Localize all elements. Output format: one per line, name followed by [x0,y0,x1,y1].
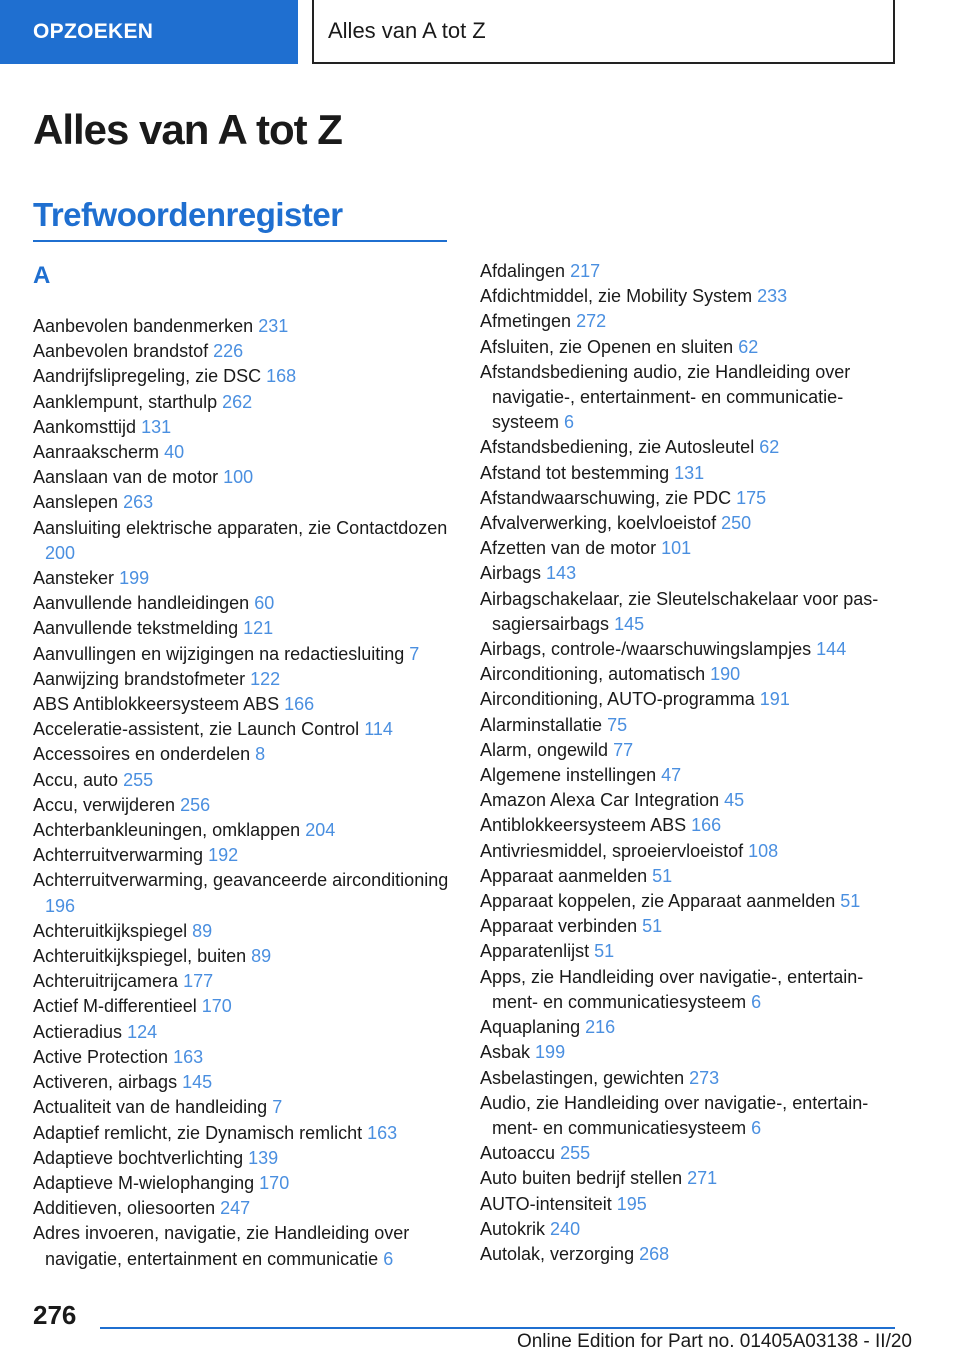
index-entry [33,843,449,868]
index-term: Achterruitverwarming, geavanceerde airconditioning [33,870,449,891]
index-entry [33,465,449,490]
index-entry [33,944,449,969]
index-entry [480,335,898,360]
index-entry [33,768,449,793]
footer-edition: Online Edition for Part no. 01405A03138 - II/20 [516,1331,912,1352]
index-entry [33,1095,449,1120]
index-term: Aquaplaning [480,1017,581,1038]
index-term: ABS Antiblokkeersysteem ABS [33,694,280,715]
index-term: Accu, auto [33,769,119,790]
index-term: Actieradius [33,1021,123,1042]
page-reference-link[interactable]: 191 [759,689,790,710]
page-reference-link[interactable]: 108 [748,840,779,861]
page-reference-link[interactable]: 145 [614,613,645,634]
index-term: Alarminstallatie [480,714,603,735]
index-term: Autokrik [480,1218,546,1239]
index-term: Aansteker [33,568,115,589]
index-entry [33,969,449,994]
index-entry [33,1020,449,1045]
index-entry [33,868,449,918]
index-term: Aanslaan van de motor [33,467,219,488]
index-term: Afdalingen [480,261,566,281]
page-reference-link[interactable]: 192 [208,845,239,866]
index-entry [33,364,449,389]
index-term: Acceleratie-assistent, zie Launch Control [33,719,360,740]
index-column-left [33,314,449,1272]
page-title: Alles van A tot Z [33,106,342,153]
index-entry [480,939,898,964]
index-entry [33,1121,449,1146]
index-entry [33,490,449,515]
page-reference-link[interactable]: 51 [840,891,861,912]
index-term: Algemene instellingen [480,765,657,786]
index-term: Aandrijfslipregeling, zie DSC [33,366,262,387]
page-reference-link[interactable]: 77 [613,739,634,760]
index-term: Apparaat verbinden [480,916,638,937]
index-term: Afstandwaarschuwing, zie PDC [480,487,732,508]
page-reference-link[interactable]: 168 [266,366,297,387]
page-reference-link[interactable]: 51 [642,916,663,937]
page-reference-link[interactable]: 271 [687,1168,718,1189]
index-term: Aanbevolen brandstof [33,341,209,362]
page-reference-link[interactable]: 143 [546,563,577,584]
index-term: Auto buiten bedrijf stellen [480,1168,683,1189]
index-entry [480,1066,898,1091]
page-reference-link[interactable]: 231 [258,316,289,336]
index-term: Afmetingen [480,311,572,332]
page-reference-link[interactable]: 131 [141,416,172,437]
index-term: Apparaat aanmelden [480,865,648,886]
index-term: AUTO-intensiteit [480,1193,612,1214]
index-entry [33,692,449,717]
index-term: Afstandsbediening, zie Autosleutel [480,437,755,458]
index-entry [480,637,898,662]
page-reference-link[interactable]: 121 [243,618,274,639]
index-entry [480,687,898,712]
index-entry [33,314,449,339]
index-entry [480,864,898,889]
index-term: Afsluiten, zie Openen en sluiten [480,336,734,357]
index-entry [33,516,449,566]
page-reference-link[interactable]: 240 [550,1218,581,1239]
page-reference-link[interactable]: 170 [201,996,232,1017]
section-tab[interactable]: OPZOEKEN [0,0,298,64]
page-reference-link[interactable]: 122 [250,668,281,689]
index-entry [480,1091,898,1141]
page-reference-link[interactable]: 6 [751,991,762,1012]
index-term: Active Protection [33,1046,169,1067]
index-entry [33,415,449,440]
index-entry [480,813,898,838]
index-entry [480,662,898,687]
index-entry [33,818,449,843]
index-entry [33,1196,449,1221]
page-reference-link[interactable]: 51 [594,941,615,962]
index-entry [33,742,449,767]
page-reference-link[interactable]: 62 [738,336,759,357]
page-reference-link[interactable]: 45 [724,790,745,811]
index-entry [33,566,449,591]
index-entry [33,390,449,415]
index-term: Accu, verwijderen [33,794,176,815]
page-reference-link[interactable]: 166 [284,694,315,715]
page-reference-link[interactable]: 199 [119,568,150,589]
page-reference-link[interactable]: 6 [564,412,575,433]
index-term: Airconditioning, automatisch [480,664,706,685]
index-entry [33,440,449,465]
index-term: Achteruitkijkspiegel, buiten [33,946,247,967]
index-term: Antiblokkeersysteem ABS [480,815,687,836]
index-column-right [480,259,898,1267]
index-entry [480,839,898,864]
index-term: Antivriesmiddel, sproeiervloeistof [480,840,744,861]
index-term: Afvalverwerking, koelvloeistof [480,513,717,534]
index-term: Achterbankleuningen, omklappen [33,820,301,841]
page-reference-link[interactable]: 101 [661,538,692,559]
index-entry [480,461,898,486]
index-term: Aanvullingen en wijzigingen na redactiesluiting [33,643,405,664]
index-entry [480,284,898,309]
index-term: Apparatenlijst [480,941,590,962]
page-reference-link[interactable]: 262 [222,391,253,412]
index-entry [33,793,449,818]
index-term: Asbelastingen, gewichten [480,1067,685,1088]
index-entry [33,616,449,641]
footer-divider [100,1327,895,1329]
page-reference-link[interactable]: 199 [535,1042,566,1063]
index-entry [480,965,898,1015]
index-entry [480,511,898,536]
index-term: Adaptief remlicht, zie Dynamisch remlicht [33,1122,363,1143]
index-entry [480,1015,898,1040]
index-term: Apps, zie Handleiding over navigatie-, entertainment- en communicatiesysteem [480,966,864,1012]
page-reference-link[interactable]: 139 [248,1147,279,1168]
index-term: Achteruitkijkspiegel [33,920,188,941]
index-entry [33,1070,449,1095]
index-entry [480,561,898,586]
page-number: 276 [33,1300,77,1330]
index-entry [33,642,449,667]
index-entry [33,717,449,742]
index-entry [480,738,898,763]
index-term: Aankomsttijd [33,416,137,437]
index-term: Aanbevolen bandenmerken [33,316,254,336]
index-entry [33,994,449,1019]
page-reference-link[interactable]: 60 [254,593,275,614]
index-term: Actualiteit van de handleiding [33,1097,268,1118]
page-reference-link[interactable]: 51 [652,865,673,886]
index-term: Autolak, verzorging [480,1243,635,1264]
index-term: Aanvullende handleidingen [33,593,250,614]
page-reference-link[interactable]: 204 [305,820,336,841]
chapter-tab: Alles van A tot Z [312,0,895,64]
page-reference-link[interactable]: 247 [220,1198,251,1219]
index-entry [33,919,449,944]
page-reference-link[interactable]: 255 [560,1143,591,1164]
page-reference-link[interactable]: 216 [585,1017,616,1038]
page-reference-link[interactable]: 145 [182,1072,213,1093]
page-reference-link[interactable]: 195 [616,1193,647,1214]
index-entry [480,1141,898,1166]
index-term: Aanslepen [33,492,119,513]
index-entry [480,435,898,460]
page-reference-link[interactable]: 75 [607,714,628,735]
index-entry [480,1192,898,1217]
index-term: Amazon Alexa Car Integration [480,790,720,811]
index-term: Audio, zie Handleiding over navigatie-, entertainment- en communicatiesysteem [480,1092,869,1138]
page-reference-link[interactable]: 190 [710,664,741,685]
index-entry [33,1045,449,1070]
index-term: Aanraakscherm [33,442,160,463]
page-reference-link[interactable]: 124 [127,1021,158,1042]
index-entry [33,1221,449,1271]
index-entry [480,309,898,334]
index-term: Afzetten van de motor [480,538,657,559]
index-term: Autoaccu [480,1143,556,1164]
index-entry [480,1040,898,1065]
index-term: Aanklempunt, starthulp [33,391,218,412]
index-entry [480,259,898,284]
page-reference-link[interactable]: 217 [570,261,601,281]
page-reference-link[interactable]: 170 [259,1172,290,1193]
index-term: Adaptieve bochtverlichting [33,1147,244,1168]
page-reference-link[interactable]: 62 [759,437,780,458]
page-reference-link[interactable]: 273 [689,1067,720,1088]
page-reference-link[interactable]: 114 [364,719,393,740]
index-entry [480,1242,898,1267]
page-reference-link[interactable]: 131 [674,462,705,483]
index-entry [480,536,898,561]
index-entry [33,667,449,692]
index-term: Afstand tot bestemming [480,462,670,483]
index-term: Afdichtmiddel, zie Mobility System [480,286,753,307]
index-term: Actief M-differentieel [33,996,197,1017]
page-reference-link[interactable]: 89 [192,920,213,941]
index-term: Additieven, oliesoorten [33,1198,216,1219]
page-reference-link[interactable]: 40 [164,442,185,463]
page-reference-link[interactable]: 163 [173,1046,204,1067]
index-entry [33,339,449,364]
page-reference-link[interactable]: 268 [639,1243,670,1264]
index-letter-heading: A [33,262,51,289]
index-entry [33,1146,449,1171]
index-entry [480,486,898,511]
page-reference-link[interactable]: 233 [757,286,788,307]
index-entry [480,788,898,813]
page-reference-link[interactable]: 89 [251,946,272,967]
index-term: Airbagschakelaar, zie Sleutelschakelaar voor passagiersairbags [480,588,879,634]
index-term: Alarm, ongewild [480,739,609,760]
index-entry [480,914,898,939]
index-term: Airconditioning, AUTO-programma [480,689,755,710]
page-reference-link[interactable]: 163 [367,1122,398,1143]
index-entry [480,1166,898,1191]
index-term: Afstandsbediening audio, zie Handleiding over navigatie-, entertainment- en communicatiesysteem [480,361,851,433]
page-reference-link[interactable]: 263 [123,492,154,513]
index-entry [480,587,898,637]
page-reference-link[interactable]: 255 [123,769,154,790]
page-reference-link[interactable]: 100 [223,467,254,488]
page-reference-link[interactable]: 166 [691,815,722,836]
index-term: Apparaat koppelen, zie Apparaat aanmelden [480,891,836,912]
index-term: Airbags [480,563,542,584]
index-entry [480,713,898,738]
index-term: Adaptieve M-wielophanging [33,1172,255,1193]
index-entry [480,360,898,436]
index-entry [480,1217,898,1242]
page-reference-link[interactable]: 226 [213,341,244,362]
index-entry [480,763,898,788]
index-term: Asbak [480,1042,531,1063]
index-term: Aansluiting elektrische apparaten, zie Contactdozen [33,517,448,538]
index-term: Activeren, airbags [33,1072,178,1093]
page-reference-link[interactable]: 144 [816,639,847,660]
page-reference-link[interactable]: 196 [45,895,76,916]
index-term: Airbags, controle-/waarschuwingslampjes [480,639,812,660]
page-reference-link[interactable]: 250 [721,513,752,534]
page-reference-link[interactable]: 6 [383,1248,394,1269]
index-entry [480,889,898,914]
section-heading: Trefwoordenregister [33,196,447,242]
page-reference-link[interactable]: 8 [255,744,266,765]
index-term: Accessoires en onderdelen [33,744,251,765]
index-term: Adres invoeren, navigatie, zie Handleiding over navigatie, entertainment en communicatie [33,1223,410,1269]
index-term: Achterruitverwarming [33,845,204,866]
page-reference-link[interactable]: 7 [409,643,420,664]
page-reference-link[interactable]: 177 [183,971,214,992]
index-term: Achteruitrijcamera [33,971,179,992]
index-entry [33,1171,449,1196]
index-term: Aanvullende tekstmelding [33,618,239,639]
page-reference-link[interactable]: 7 [272,1097,283,1118]
page-reference-link[interactable]: 175 [736,487,767,508]
page-reference-link[interactable]: 256 [180,794,211,815]
page-reference-link[interactable]: 47 [661,765,682,786]
index-entry [33,591,449,616]
index-term: Aanwijzing brandstofmeter [33,668,246,689]
page-reference-link[interactable]: 200 [45,542,76,563]
page-reference-link[interactable]: 272 [576,311,607,332]
page-reference-link[interactable]: 6 [751,1117,762,1138]
